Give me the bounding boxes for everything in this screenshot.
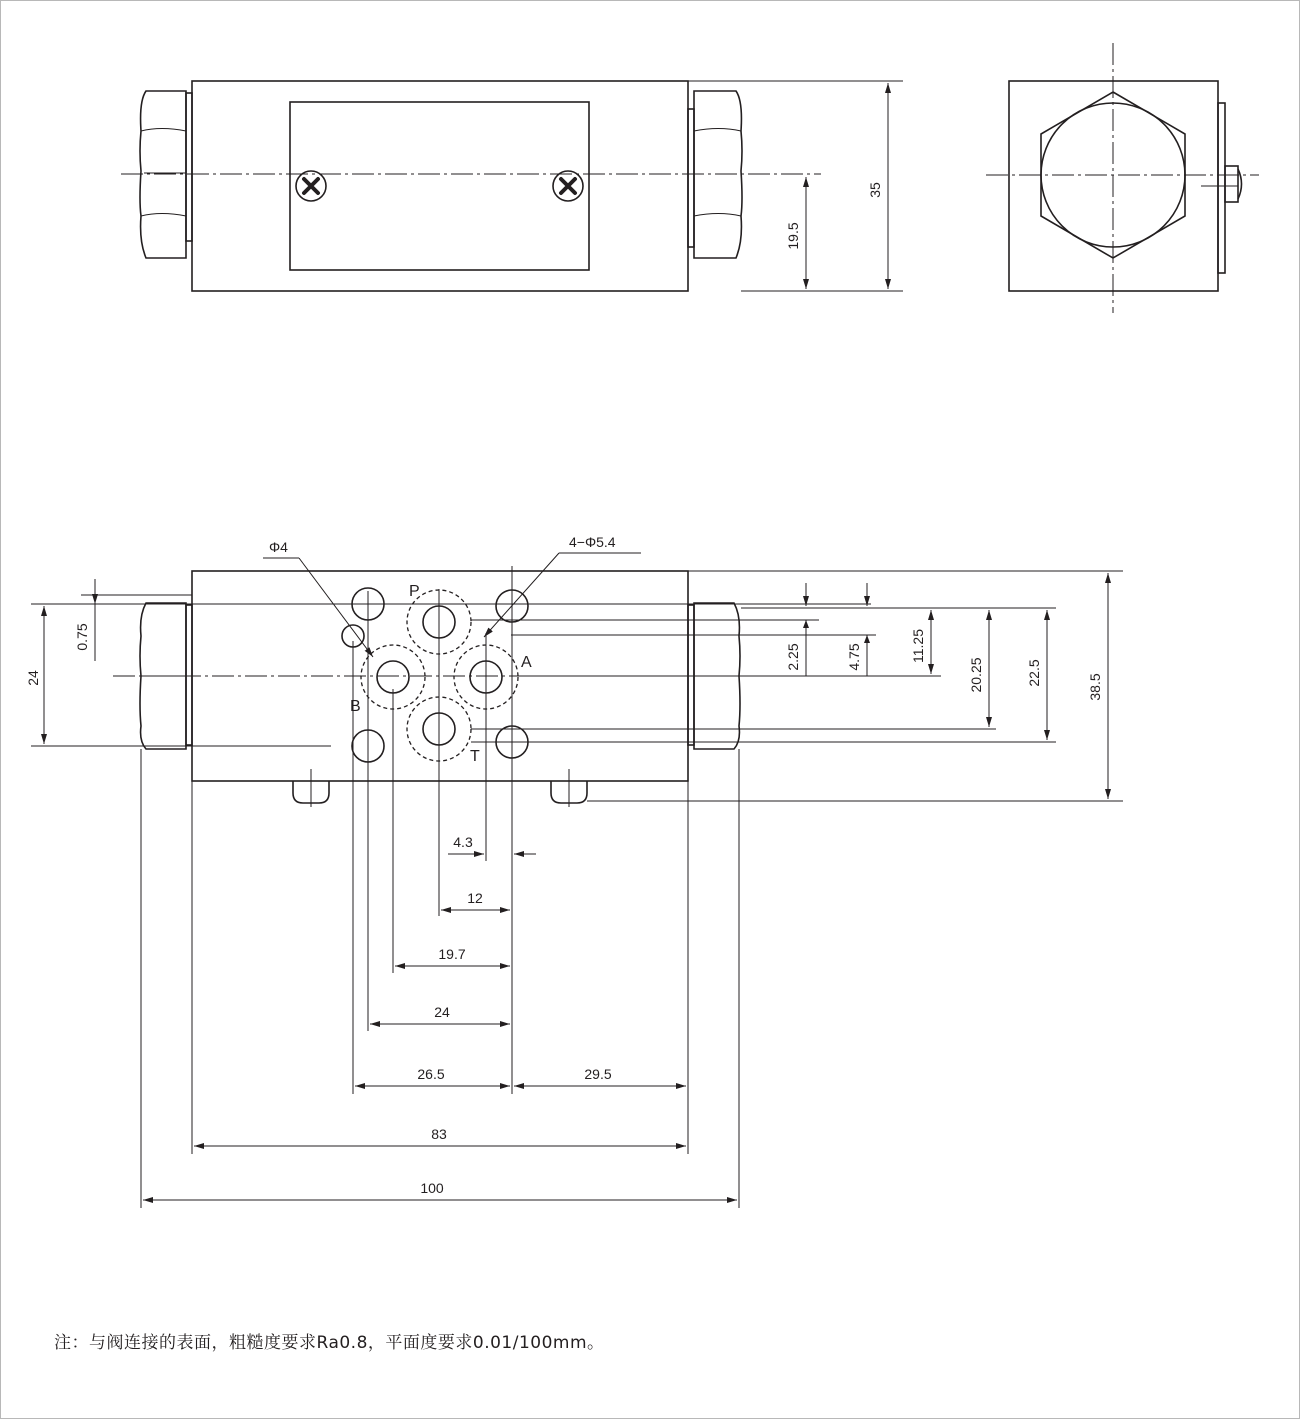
port-b-label: B [350,698,361,715]
dim-11-25: 11.25 [910,629,926,663]
port-t-label: T [470,748,480,765]
dim-12: 12 [467,890,483,906]
callout-phi-4: Φ4 [269,539,288,555]
front-view [121,81,903,291]
callout-4-phi-5-4: 4−Φ5.4 [569,534,616,550]
front-body [192,81,688,291]
dim-22-5: 22.5 [1026,659,1042,687]
locating-pin [1225,166,1238,202]
surface-note: 注：与阀连接的表面，粗糙度要求Ra0.8，平面度要求0.01/100mm。 [54,1333,605,1353]
nameplate [290,102,589,270]
bottom-pin-right [551,769,587,807]
dim-24: 24 [434,1004,450,1020]
port-a-label: A [521,654,532,671]
technical-drawing [1,1,1300,1420]
dim-19-7: 19.7 [438,946,466,962]
bottom-view [25,534,1123,1208]
dim-26-5: 26.5 [417,1066,445,1082]
dim-left-24: 24 [25,670,41,686]
dim-2-25: 2.25 [785,643,801,671]
dim-29-5: 29.5 [584,1066,612,1082]
dim-4-75: 4.75 [846,643,862,671]
dim-35: 35 [867,182,883,198]
dim-0-75: 0.75 [74,623,90,651]
screw-right-icon [553,171,583,201]
port-p-label: P [409,583,420,600]
dim-4-3: 4.3 [453,834,473,850]
dim-83: 83 [431,1126,447,1142]
dim-20-25: 20.25 [968,657,984,693]
screw-left-icon [296,171,326,201]
bottom-pin-left [293,769,329,807]
dim-38-5: 38.5 [1087,673,1103,701]
side-view [986,43,1259,313]
dim-19-5: 19.5 [785,222,801,250]
dim-100: 100 [420,1180,444,1196]
